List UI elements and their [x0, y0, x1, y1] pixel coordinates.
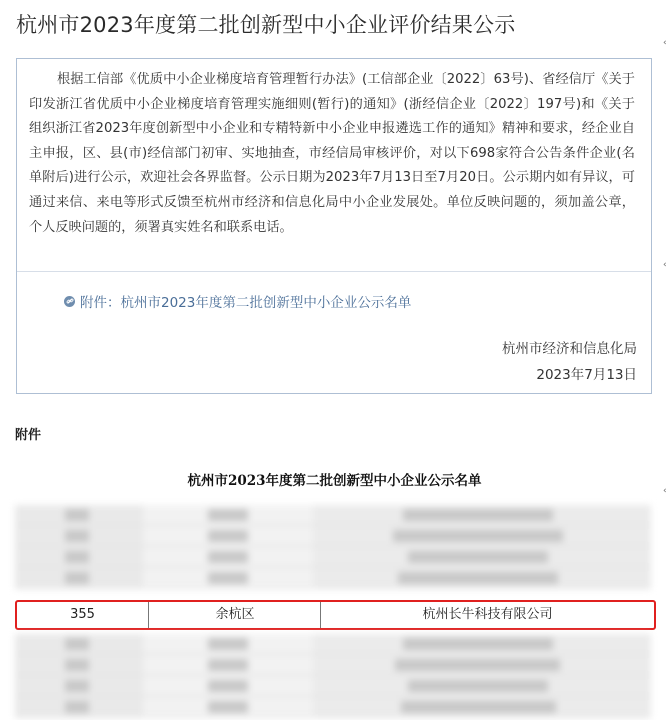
link-icon — [64, 296, 75, 307]
scroll-marker-icon: ‹ — [663, 38, 667, 48]
notice-body: 根据工信部《优质中小企业梯度培育管理暂行办法》(工信部企业〔2022〕63号)、省经信厅《关于印发浙江省优质中小企业梯度培育管理实施细则(暂行)的通知》(浙经信企业〔2022〕197号)和《关于组织浙江省2023年度创新型中小企业和专精特新中小企业申报遴选工作的通知》精神和要求，经企业自主申报，区、县(市)经信部门初审、实地抽查，市经信局审核评价，对以下698家符合公告条件企业(名单附后)进行公示，欢迎社会各界监督。公示日期为2023年7月13日至7月20日。公示期内如有异议，可通过来信、来电等形式反馈至杭州市经济和信息化局中小企业发展处。单位反映问题的，须加盖公章，个人反映问题的，须署真实姓名和联系电话。 — [29, 72, 635, 235]
blurred-table-rows — [15, 634, 651, 720]
page-title: 杭州市2023年度第二批创新型中小企业评价结果公示 — [16, 13, 516, 37]
issuer-name: 杭州市经济和信息化局 — [502, 341, 637, 357]
notice-box — [16, 58, 652, 394]
scroll-marker-icon: ‹ — [663, 486, 667, 496]
highlighted-table-row — [15, 600, 656, 630]
row-company: 杭州长牛科技有限公司 — [320, 602, 654, 628]
row-number: 355 — [70, 607, 95, 622]
blurred-table-rows — [15, 505, 651, 597]
row-district: 余杭区 — [148, 602, 321, 628]
issue-date: 2023年7月13日 — [536, 367, 637, 383]
scroll-marker-icon: ‹ — [663, 260, 667, 270]
annex-label: 附件 — [15, 428, 42, 443]
divider — [17, 271, 651, 272]
attachment-link[interactable] — [64, 291, 411, 311]
attachment-link-label: 附件：杭州市2023年度第二批创新型中小企业公示名单 — [80, 295, 412, 311]
table-title: 杭州市2023年度第二批创新型中小企业公示名单 — [187, 473, 482, 489]
